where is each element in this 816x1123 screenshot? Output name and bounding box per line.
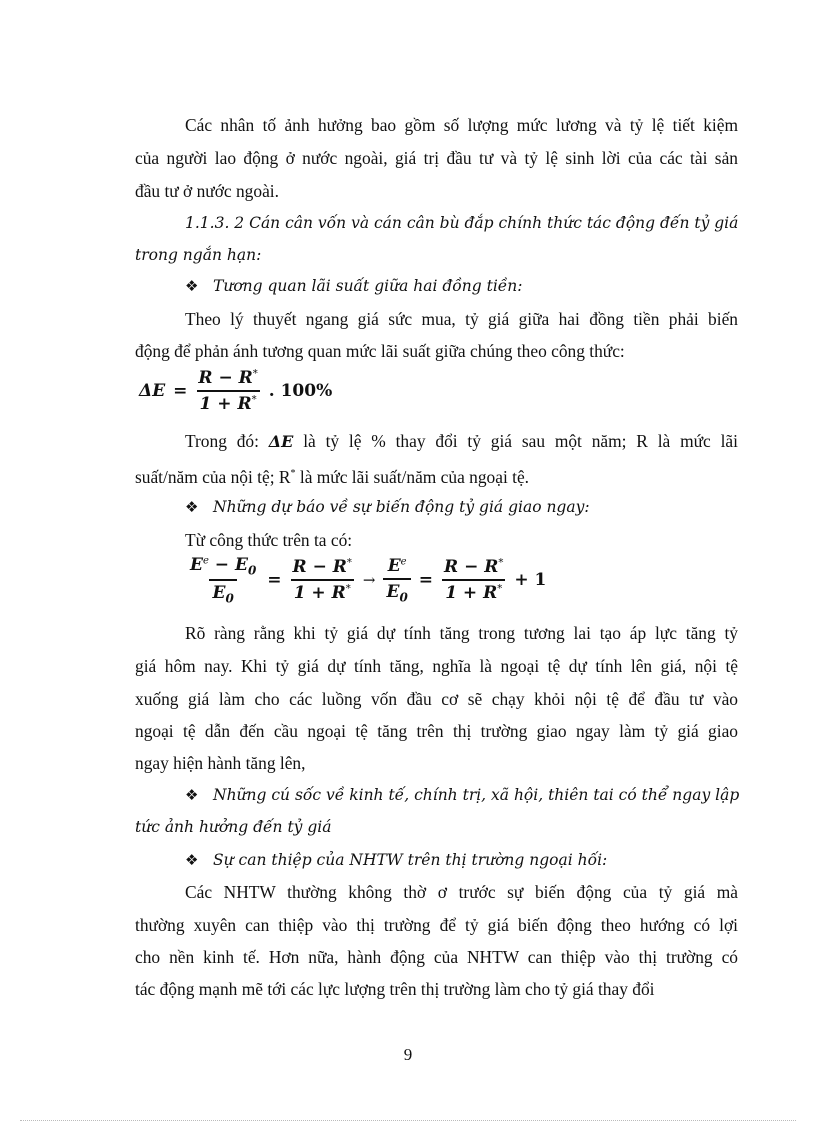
paragraph-line: Theo lý thuyết ngang giá sức mua, tỷ giá giữa hai đồng tiền phải biến	[185, 309, 738, 329]
paragraph-line: cho nền kinh tế. Hơn nữa, hành động của NHTW can thiệp vào thị trường có	[135, 947, 738, 967]
bullet-icon: ❖	[185, 851, 199, 869]
page-number: 9	[403, 1045, 413, 1064]
bullet-icon: ❖	[185, 498, 199, 516]
formula-fraction: $\frac{R - R^*}{1 + R^*}$	[292, 557, 352, 604]
paragraph-line: động để phản ánh tương quan mức lãi suất giữa chúng theo công thức:	[135, 341, 625, 361]
section-heading: trong ngắn hạn:	[135, 246, 262, 264]
bullet-item	[185, 496, 590, 519]
bullet-text: Những cú sốc về kinh tế, chính trị, xã hội, thiên tai có thể ngay lập	[213, 786, 740, 804]
paragraph-line: thường xuyên can thiệp vào thị trường để tỷ giá biến động theo hướng có lợi	[135, 915, 738, 935]
page-bottom-rule	[20, 1120, 796, 1121]
bullet-item	[185, 849, 607, 872]
paragraph-line: xuống giá làm cho các luồng vốn đầu cơ sẽ chạy khỏi nội tệ để đầu tư vào	[135, 689, 738, 709]
fraction-numerator: R − R*	[198, 368, 258, 388]
bullet-text: Tương quan lãi suất giữa hai đồng tiền:	[213, 277, 523, 295]
formula-exchange-rate-change	[135, 368, 336, 414]
paragraph-line: suất/năm của nội tệ; R* là mức lãi suất/năm của ngoại tệ.	[135, 466, 530, 487]
formula-fraction: $\frac{E^e}{E_0}$	[383, 556, 410, 604]
paragraph-line: Các nhân tố ảnh hưởng bao gồm số lượng mức lương và tỷ lệ tiết kiệm	[185, 115, 738, 135]
bullet-text: Những dự báo về sự biến động tỷ giá giao ngay:	[213, 498, 590, 516]
formula-lhs: ΔE	[139, 381, 166, 401]
formula-fraction	[195, 368, 260, 414]
bullet-icon: ❖	[185, 786, 199, 804]
formula-spot-forecast: $\frac{E^e - E_0}{E_0}$ = $\frac{R - R^*}{1 + R^*}$ → $\frac{E^e}{E_0}$ = $\frac{R - R^*}{1 + R^*}$ + 1	[183, 555, 550, 606]
bullet-text-continued: tức ảnh hưởng đến tỷ giá	[135, 818, 332, 836]
section-heading: 1.1.3. 2 Cán cân vốn và cán cân bù đắp chính thức tác động đến tỷ giá	[185, 214, 739, 232]
paragraph-line: Từ công thức trên ta có:	[185, 530, 353, 550]
paragraph-line: ngay hiện hành tăng lên,	[135, 753, 306, 773]
bullet-text: Sự can thiệp của NHTW trên thị trường ngoại hối:	[213, 851, 608, 869]
bullet-icon: ❖	[185, 277, 199, 295]
paragraph-line: Rõ ràng rằng khi tỷ giá dự tính tăng trong tương lai tạo áp lực tăng tỷ	[185, 623, 738, 643]
bullet-item	[185, 275, 523, 298]
paragraph-line: giá hôm nay. Khi tỷ giá dự tính tăng, nghĩa là ngoại tệ dự tính lên giá, nội tệ	[135, 656, 738, 676]
formula-fraction: $\frac{E^e - E_0}{E_0}$	[190, 555, 257, 606]
paragraph-line: Các NHTW thường không thờ ơ trước sự biến động của tỷ giá mà	[185, 882, 738, 902]
bullet-item	[185, 784, 738, 807]
paragraph-line: đầu tư ở nước ngoài.	[135, 181, 279, 201]
paragraph-line: của người lao động ở nước ngoài, giá trị đầu tư và tỷ lệ sinh lời của các tài sản	[135, 148, 738, 168]
arrow-icon: →	[362, 571, 376, 590]
formula-equals: =	[173, 381, 188, 401]
formula-tail: . 100%	[268, 381, 333, 401]
formula-fraction: $\frac{R - R^*}{1 + R^*}$	[444, 557, 504, 604]
paragraph-line: tác động mạnh mẽ tới các lực lượng trên thị trường làm cho tỷ giá thay đổi	[135, 979, 655, 999]
fraction-denominator: 1 + R*	[197, 390, 260, 414]
paragraph-line: ngoại tệ dẫn đến cầu ngoại tệ tăng trên thị trường giao ngay làm tỷ giá giao	[135, 721, 738, 741]
paragraph-line: Trong đó: ΔE là tỷ lệ % thay đổi tỷ giá sau một năm; R là mức lãi	[185, 431, 738, 451]
